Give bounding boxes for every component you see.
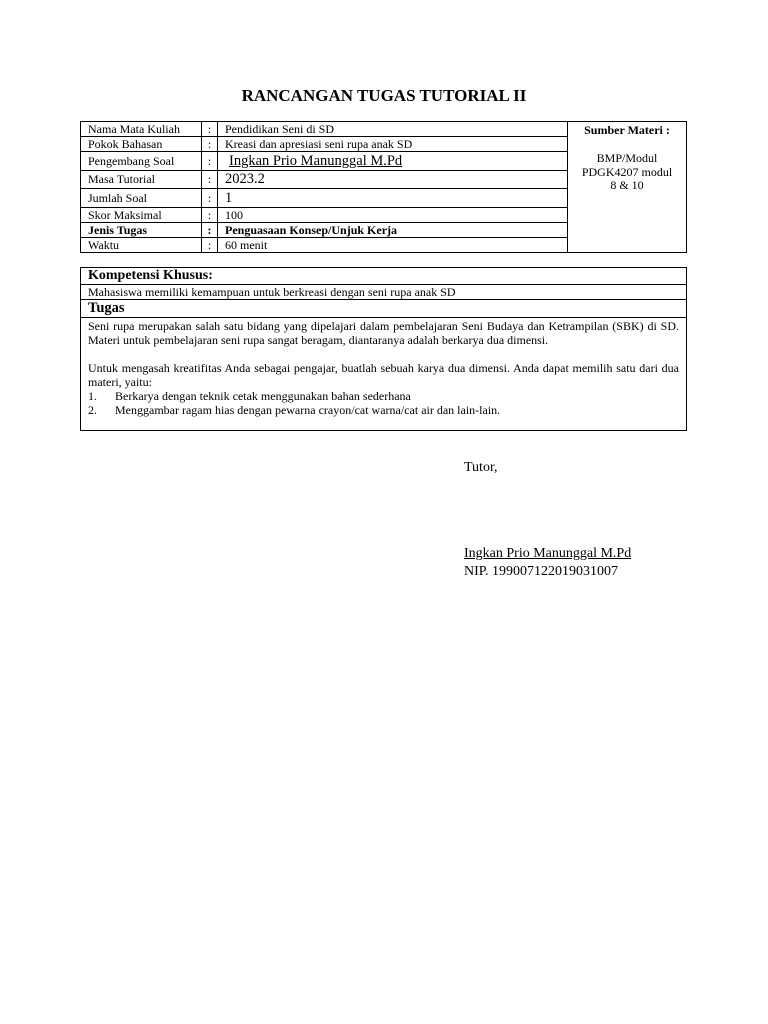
info-colon: : (202, 152, 218, 170)
info-row-course-name (81, 122, 567, 137)
list-item (88, 403, 679, 417)
signature-nip: NIP. 199007122019031007 (464, 564, 619, 579)
info-label: Pengembang Soal (81, 152, 202, 170)
source-material-line: PDGK4207 modul (581, 164, 673, 179)
info-value: 2023.2 (225, 171, 265, 187)
info-label: Skor Maksimal (81, 208, 202, 222)
info-row-duration (81, 238, 567, 252)
info-colon: : (202, 208, 218, 222)
info-label: Jenis Tugas (81, 223, 202, 237)
source-material-cell (568, 122, 686, 252)
info-value: Pendidikan Seni di SD (225, 122, 335, 136)
task-box (80, 267, 687, 431)
signature-name: Ingkan Prio Manunggal M.Pd (464, 546, 632, 561)
competency-text: Mahasiswa memiliki kemampuan untuk berkreasi dengan seni rupa anak SD (81, 285, 686, 300)
info-row-topic (81, 137, 567, 152)
info-row-period (81, 171, 567, 189)
info-colon: : (202, 171, 218, 188)
task-paragraph: Seni rupa merupakan salah satu bidang yang dipelajari dalam pembelajaran Seni Budaya dan Ketrampilan (SBK) di SD. Materi untuk pembelajaran seni rupa sangat beragam, diantaranya adalah berkarya dua dimensi. (88, 319, 679, 347)
signature-role: Tutor, (464, 460, 498, 475)
info-value: Ingkan Prio Manunggal M.Pd (229, 153, 403, 169)
task-paragraph: Untuk mengasah kreatifitas Anda sebagai pengajar, buatlah sebuah karya dua dimensi. Anda dapat memilih satu dari dua materi, yaitu: (88, 361, 679, 389)
competency-heading: Kompetensi Khusus: (81, 268, 686, 285)
info-colon: : (202, 238, 218, 252)
course-info-rows (81, 122, 568, 252)
info-label: Waktu (81, 238, 202, 252)
info-row-task-type (81, 223, 567, 238)
info-label: Jumlah Soal (81, 189, 202, 207)
source-material-line: 8 & 10 (610, 178, 644, 192)
info-row-question-count (81, 189, 567, 208)
list-item (88, 389, 679, 403)
info-colon: : (202, 223, 218, 237)
info-row-developer (81, 152, 567, 171)
info-label: Masa Tutorial (81, 171, 202, 188)
info-colon: : (202, 122, 218, 136)
info-value: 100 (225, 208, 243, 222)
task-heading: Tugas (81, 300, 686, 318)
task-description (88, 319, 679, 417)
info-value: Kreasi dan apresiasi seni rupa anak SD (225, 137, 413, 151)
list-item-number: 1. (88, 389, 97, 403)
info-label: Pokok Bahasan (81, 137, 202, 151)
info-value: 60 menit (225, 238, 268, 252)
info-row-max-score (81, 208, 567, 223)
list-item-number: 2. (88, 403, 97, 417)
source-material-line: BMP/Modul (596, 151, 658, 165)
source-material-text (568, 152, 686, 193)
info-value: Penguasaan Konsep/Unjuk Kerja (225, 223, 398, 237)
list-item-text: Menggambar ragam hias dengan pewarna crayon/cat warna/cat air dan lain-lain. (115, 403, 501, 417)
info-value: 1 (225, 190, 233, 206)
info-colon: : (202, 137, 218, 151)
source-material-heading: Sumber Materi : (584, 123, 670, 137)
info-label: Nama Mata Kuliah (81, 122, 202, 136)
info-colon: : (202, 189, 218, 207)
page-title: RANCANGAN TUGAS TUTORIAL II (241, 86, 527, 105)
course-info-table (80, 121, 687, 253)
list-item-text: Berkarya dengan teknik cetak menggunakan bahan sederhana (115, 389, 411, 403)
